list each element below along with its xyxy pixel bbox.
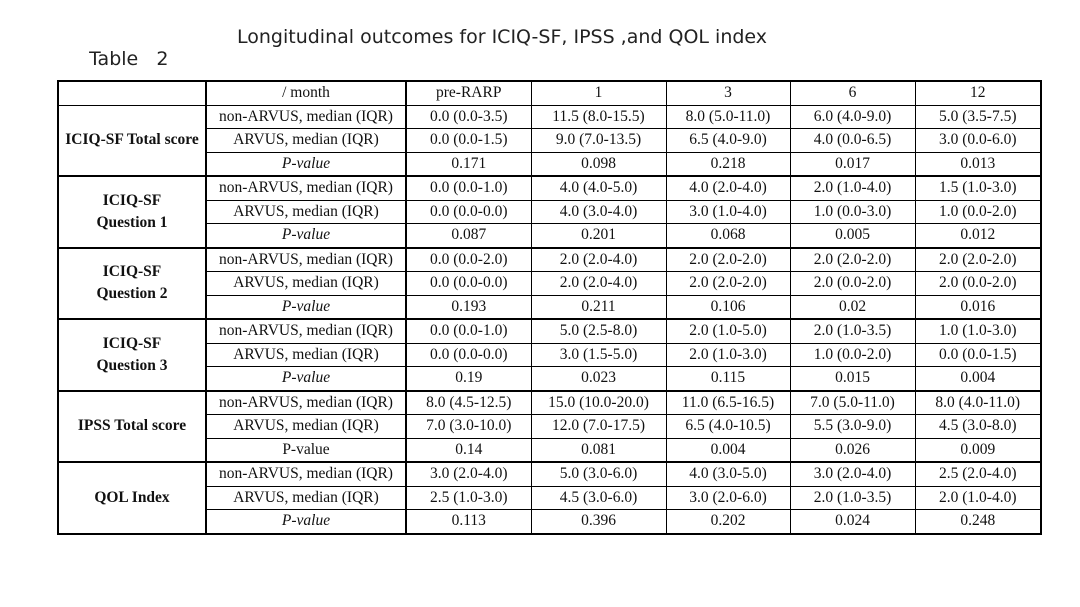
p-value-cell: 0.004 (915, 367, 1041, 391)
table-cell: 2.0 (1.0-5.0) (666, 319, 790, 343)
table-cell: 2.0 (1.0-3.5) (790, 486, 915, 510)
table-cell: 4.0 (0.0-6.5) (790, 129, 915, 153)
table-cell: 4.0 (4.0-5.0) (531, 176, 666, 200)
p-value-row (58, 510, 1041, 534)
group-label-text: ICIQ-SF Question 1 (96, 191, 168, 231)
p-value-cell: 0.016 (915, 295, 1041, 319)
p-value-cell: 0.14 (406, 438, 531, 462)
group-label-text: ICIQ-SF Question 2 (96, 263, 168, 303)
table-cell: 5.0 (3.5-7.5) (915, 105, 1041, 129)
column-header: 12 (915, 81, 1041, 105)
table-cell: 8.0 (5.0-11.0) (666, 105, 790, 129)
table-cell: 0.0 (0.0-1.0) (406, 176, 531, 200)
table-cell: 4.0 (3.0-4.0) (531, 200, 666, 224)
group-label: ICIQ-SF Total score (58, 105, 206, 176)
table-cell: 7.0 (5.0-11.0) (790, 391, 915, 415)
table-cell: 1.0 (1.0-3.0) (915, 319, 1041, 343)
p-value-cell: 0.087 (406, 224, 531, 248)
p-value-cell: 0.009 (915, 438, 1041, 462)
p-value-cell: 0.201 (531, 224, 666, 248)
table-cell: 2.5 (2.0-4.0) (915, 462, 1041, 486)
p-value-cell: 0.396 (531, 510, 666, 534)
table-cell: 3.0 (2.0-4.0) (406, 462, 531, 486)
table-cell: 2.0 (2.0-2.0) (666, 248, 790, 272)
row-label: ARVUS, median (IQR) (206, 272, 406, 296)
table-cell: 2.0 (2.0-2.0) (790, 248, 915, 272)
table-cell: 2.5 (1.0-3.0) (406, 486, 531, 510)
table-title: Longitudinal outcomes for ICIQ-SF, IPSS ,and QOL index (237, 26, 768, 48)
table-cell: 1.0 (0.0-3.0) (790, 200, 915, 224)
p-value-row (58, 438, 1041, 462)
table-cell: 2.0 (2.0-2.0) (915, 248, 1041, 272)
p-value-cell: 0.202 (666, 510, 790, 534)
table-cell: 8.0 (4.5-12.5) (406, 391, 531, 415)
table-cell: 0.0 (0.0-1.0) (406, 319, 531, 343)
table-row (58, 319, 1041, 343)
table-label: Table (89, 48, 139, 70)
table-cell: 2.0 (2.0-2.0) (666, 272, 790, 296)
p-value-cell: 0.068 (666, 224, 790, 248)
p-value-label: P-value (206, 438, 406, 462)
table-cell: 4.5 (3.0-8.0) (915, 415, 1041, 439)
column-header: 3 (666, 81, 790, 105)
row-label: non-ARVUS, median (IQR) (206, 462, 406, 486)
table-row (58, 391, 1041, 415)
p-value-cell: 0.023 (531, 367, 666, 391)
p-value-cell: 0.19 (406, 367, 531, 391)
p-value-cell: 0.024 (790, 510, 915, 534)
row-label: ARVUS, median (IQR) (206, 200, 406, 224)
table-cell: 6.5 (4.0-9.0) (666, 129, 790, 153)
row-label: non-ARVUS, median (IQR) (206, 176, 406, 200)
table-cell: 0.0 (0.0-2.0) (406, 248, 531, 272)
p-value-cell: 0.081 (531, 438, 666, 462)
table-cell: 15.0 (10.0-20.0) (531, 391, 666, 415)
table-cell: 3.0 (2.0-6.0) (666, 486, 790, 510)
table-cell: 5.5 (3.0-9.0) (790, 415, 915, 439)
table-cell: 7.0 (3.0-10.0) (406, 415, 531, 439)
row-label: ARVUS, median (IQR) (206, 129, 406, 153)
table-cell: 1.0 (0.0-2.0) (790, 343, 915, 367)
p-value-cell: 0.218 (666, 152, 790, 176)
table-cell: 0.0 (0.0-0.0) (406, 200, 531, 224)
p-value-cell: 0.017 (790, 152, 915, 176)
row-label: non-ARVUS, median (IQR) (206, 248, 406, 272)
table-cell: 2.0 (1.0-3.0) (666, 343, 790, 367)
table-cell: 6.0 (4.0-9.0) (790, 105, 915, 129)
table-cell: 1.0 (0.0-2.0) (915, 200, 1041, 224)
p-value-label: P-value (206, 367, 406, 391)
table-row (58, 129, 1041, 153)
table-cell: 2.0 (1.0-4.0) (915, 486, 1041, 510)
column-header: pre-RARP (406, 81, 531, 105)
p-value-label: P-value (206, 152, 406, 176)
table-body (58, 81, 1041, 534)
p-value-cell: 0.193 (406, 295, 531, 319)
table-cell: 2.0 (1.0-3.5) (790, 319, 915, 343)
table-cell: 8.0 (4.0-11.0) (915, 391, 1041, 415)
group-label: IPSS Total score (58, 391, 206, 463)
p-value-row (58, 152, 1041, 176)
table-cell: 0.0 (0.0-0.0) (406, 343, 531, 367)
table-cell: 0.0 (0.0-0.0) (406, 272, 531, 296)
p-value-cell: 0.015 (790, 367, 915, 391)
p-value-cell: 0.013 (915, 152, 1041, 176)
row-label: non-ARVUS, median (IQR) (206, 105, 406, 129)
row-label: ARVUS, median (IQR) (206, 415, 406, 439)
table-cell: 0.0 (0.0-1.5) (915, 343, 1041, 367)
table-cell: 0.0 (0.0-1.5) (406, 129, 531, 153)
group-label (58, 319, 206, 391)
row-label: ARVUS, median (IQR) (206, 343, 406, 367)
p-value-label: P-value (206, 295, 406, 319)
table-row (58, 105, 1041, 129)
p-value-cell: 0.098 (531, 152, 666, 176)
table-cell: 4.5 (3.0-6.0) (531, 486, 666, 510)
p-value-cell: 0.106 (666, 295, 790, 319)
p-value-row (58, 224, 1041, 248)
header-corner (58, 81, 206, 105)
table-cell: 3.0 (1.5-5.0) (531, 343, 666, 367)
table-number: 2 (156, 48, 169, 70)
p-value-cell: 0.026 (790, 438, 915, 462)
p-value-cell: 0.005 (790, 224, 915, 248)
table-cell: 5.0 (3.0-6.0) (531, 462, 666, 486)
table-row (58, 272, 1041, 296)
header-row (58, 81, 1041, 105)
table-row (58, 176, 1041, 200)
group-label (58, 176, 206, 248)
table-cell: 2.0 (0.0-2.0) (790, 272, 915, 296)
table-row (58, 200, 1041, 224)
table-cell: 2.0 (2.0-4.0) (531, 248, 666, 272)
row-label: non-ARVUS, median (IQR) (206, 319, 406, 343)
table-cell: 9.0 (7.0-13.5) (531, 129, 666, 153)
p-value-label: P-value (206, 224, 406, 248)
table-row (58, 486, 1041, 510)
p-value-cell: 0.115 (666, 367, 790, 391)
p-value-row (58, 295, 1041, 319)
table-cell: 4.0 (3.0-5.0) (666, 462, 790, 486)
table-cell: 12.0 (7.0-17.5) (531, 415, 666, 439)
row-label: ARVUS, median (IQR) (206, 486, 406, 510)
table-cell: 2.0 (1.0-4.0) (790, 176, 915, 200)
table-row (58, 415, 1041, 439)
p-value-cell: 0.211 (531, 295, 666, 319)
p-value-cell: 0.012 (915, 224, 1041, 248)
p-value-cell: 0.171 (406, 152, 531, 176)
table-cell: 2.0 (0.0-2.0) (915, 272, 1041, 296)
p-value-cell: 0.248 (915, 510, 1041, 534)
table-cell: 1.5 (1.0-3.0) (915, 176, 1041, 200)
table-cell: 6.5 (4.0-10.5) (666, 415, 790, 439)
table-cell: 3.0 (1.0-4.0) (666, 200, 790, 224)
header-month-label: / month (206, 81, 406, 105)
table-row (58, 343, 1041, 367)
table-cell: 3.0 (2.0-4.0) (790, 462, 915, 486)
row-label: non-ARVUS, median (IQR) (206, 391, 406, 415)
group-label: QOL Index (58, 462, 206, 534)
table-cell: 5.0 (2.5-8.0) (531, 319, 666, 343)
table-cell: 0.0 (0.0-3.5) (406, 105, 531, 129)
table-cell: 2.0 (2.0-4.0) (531, 272, 666, 296)
column-header: 6 (790, 81, 915, 105)
p-value-row (58, 367, 1041, 391)
p-value-cell: 0.02 (790, 295, 915, 319)
table-cell: 3.0 (0.0-6.0) (915, 129, 1041, 153)
outcomes-table (57, 80, 1042, 535)
group-label-text: ICIQ-SF Question 3 (96, 334, 168, 374)
group-label (58, 248, 206, 320)
table-row (58, 248, 1041, 272)
p-value-cell: 0.004 (666, 438, 790, 462)
p-value-cell: 0.113 (406, 510, 531, 534)
table-cell: 11.0 (6.5-16.5) (666, 391, 790, 415)
table-row (58, 462, 1041, 486)
table-cell: 11.5 (8.0-15.5) (531, 105, 666, 129)
p-value-label: P-value (206, 510, 406, 534)
table-cell: 4.0 (2.0-4.0) (666, 176, 790, 200)
column-header: 1 (531, 81, 666, 105)
